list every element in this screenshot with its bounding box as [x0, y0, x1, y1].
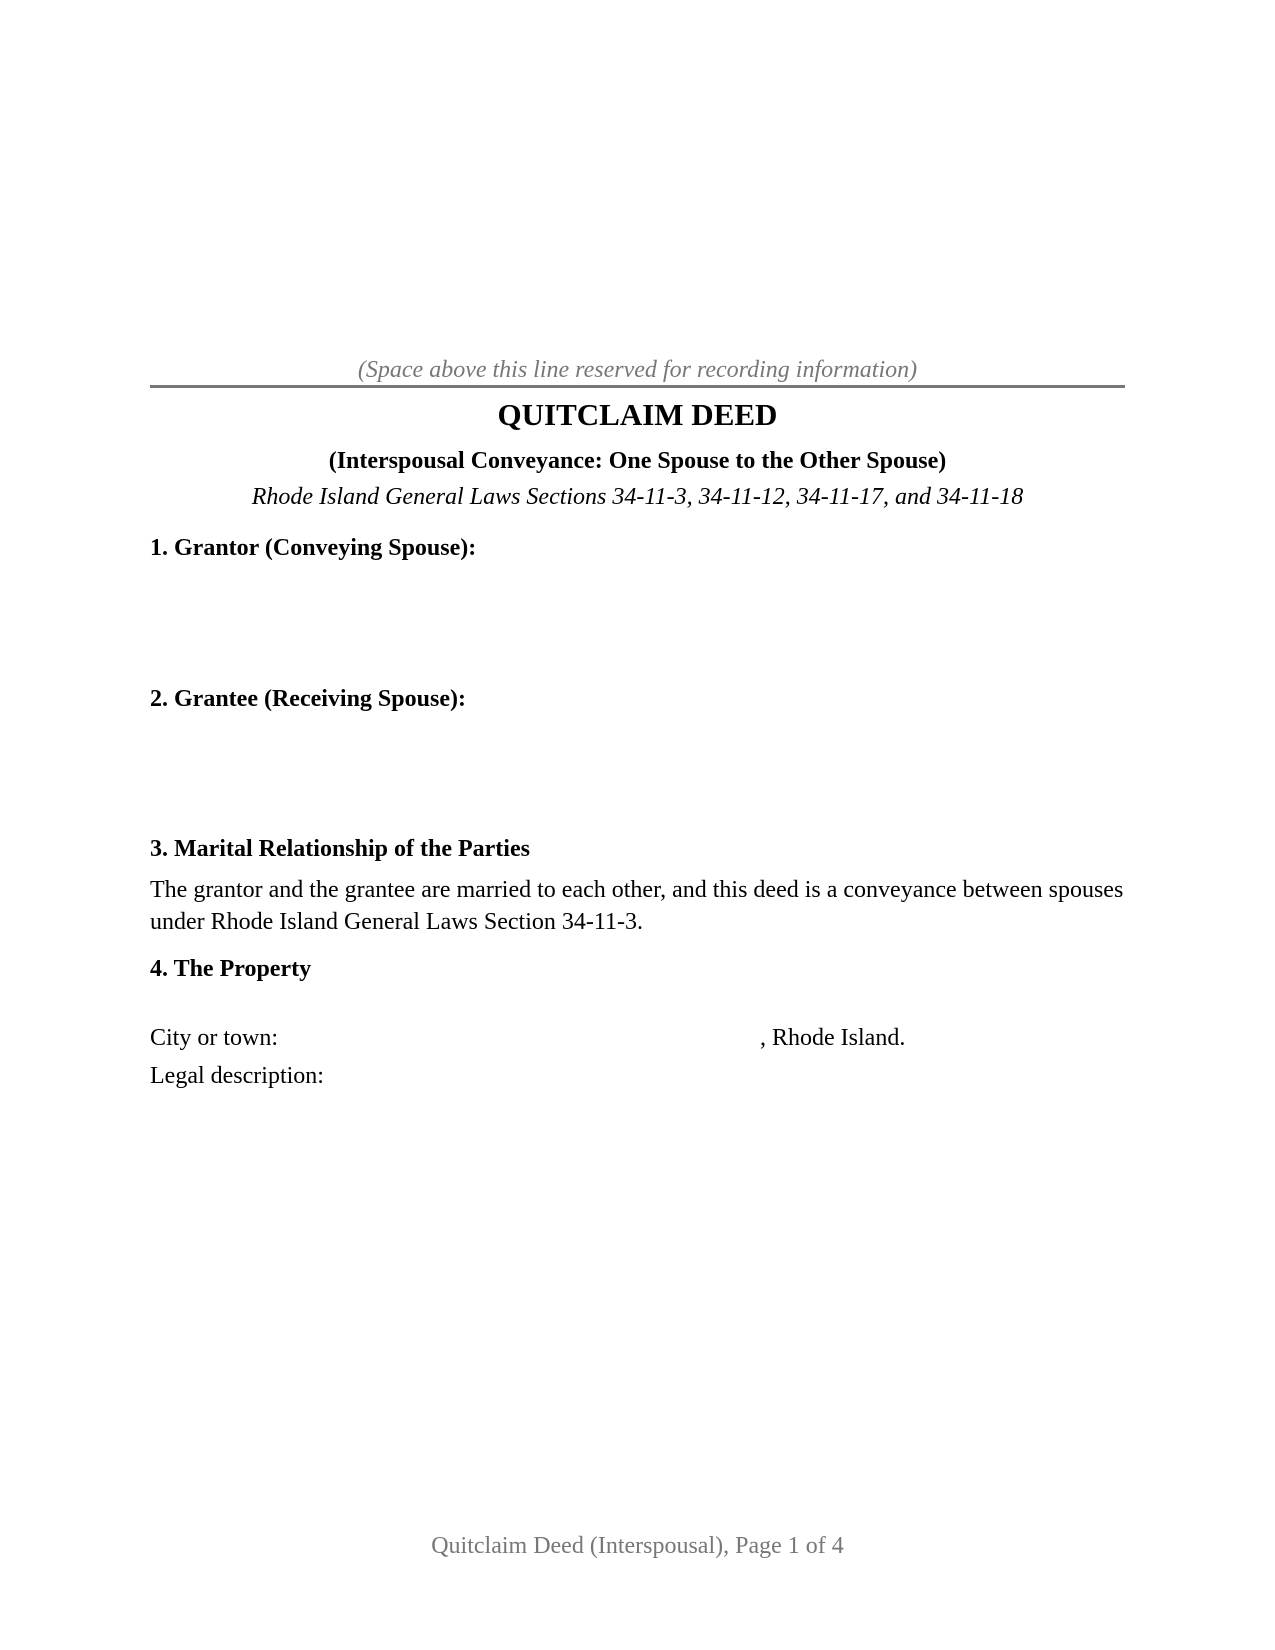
city-state-suffix: , Rhode Island.	[760, 1025, 906, 1051]
grantor-heading: 1. Grantor (Conveying Spouse):	[150, 535, 477, 561]
grantee-heading: 2. Grantee (Receiving Spouse):	[150, 686, 466, 712]
page-footer: Quitclaim Deed (Interspousal), Page 1 of 4	[431, 1533, 844, 1559]
document-title: QUITCLAIM DEED	[497, 397, 778, 432]
document-subtitle: (Interspousal Conveyance: One Spouse to the Other Spouse)	[328, 448, 947, 474]
recording-divider-line	[150, 385, 1125, 388]
city-or-town-label: City or town:	[150, 1025, 279, 1051]
marital-relationship-paragraph: The grantor and the grantee are married to each other, and this deed is a conveyance between spouses under Rhode Island General Laws Section 34-11-3.	[150, 877, 1124, 935]
legal-description-label: Legal description:	[150, 1063, 324, 1089]
property-heading: 4. The Property	[150, 956, 312, 982]
marital-relationship-heading: 3. Marital Relationship of the Parties	[150, 836, 530, 862]
statute-reference: Rhode Island General Laws Sections 34-11-3, 34-11-12, 34-11-17, and 34-11-18	[251, 484, 1024, 510]
recording-space-note: (Space above this line reserved for recording information)	[357, 357, 918, 383]
